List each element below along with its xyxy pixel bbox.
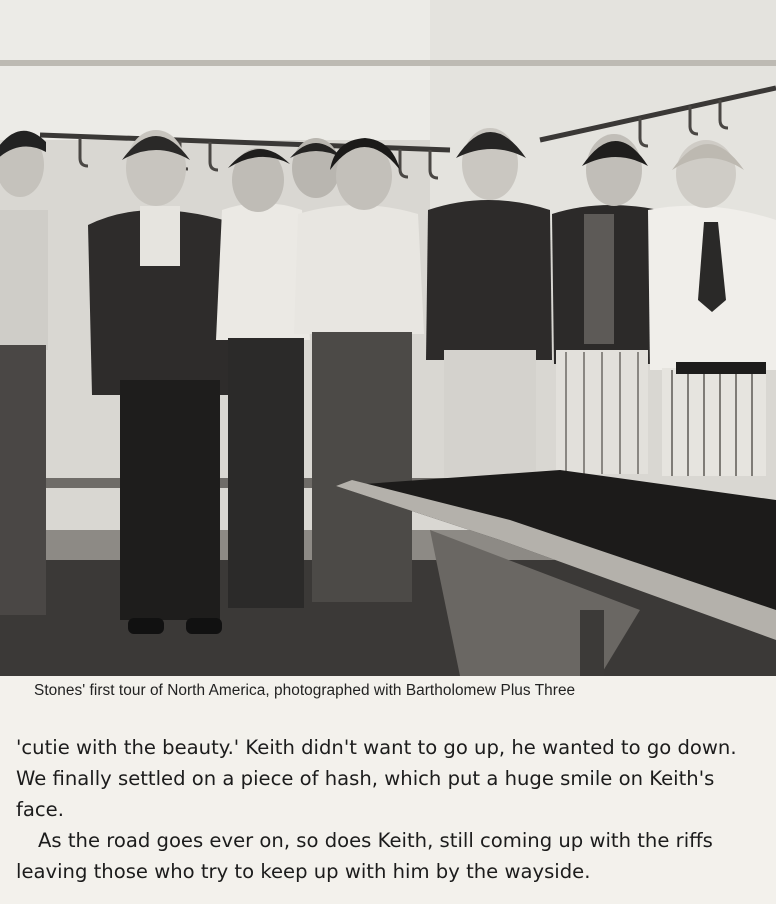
paragraph: As the road goes ever on, so does Keith, still coming up with the riffs leaving those who try to keep up with him by the wayside. (16, 829, 713, 883)
paragraph: 'cutie with the beauty.' Keith didn't want to go up, he wanted to go down. We finally settled on a piece of hash, which put a huge smile on Keith's face. (16, 736, 737, 821)
photo-caption: Stones' first tour of North America, photographed with Bartholomew Plus Three (34, 682, 576, 699)
body-text (16, 732, 764, 887)
